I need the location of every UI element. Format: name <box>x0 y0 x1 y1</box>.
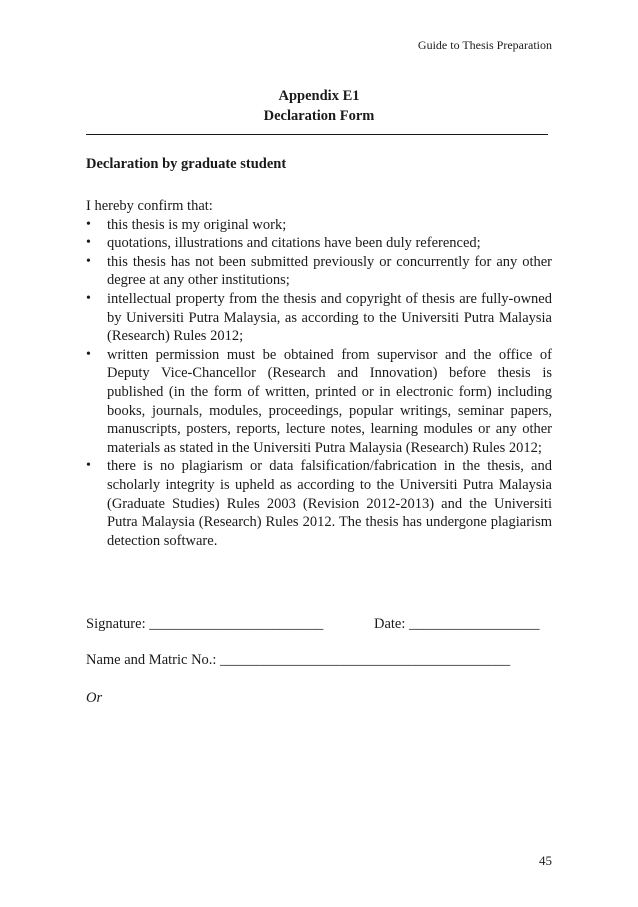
declaration-list <box>86 216 552 551</box>
list-item <box>86 346 552 458</box>
list-item-text: quotations, illustrations and citations have been duly referenced; <box>107 235 481 252</box>
list-item <box>86 253 552 290</box>
date-field: Date: __________________ <box>374 616 540 632</box>
name-matric-field: Name and Matric No.: ________________________________________ <box>86 652 511 668</box>
form-name: Declaration Form <box>263 108 375 124</box>
bullet-icon: • <box>86 253 91 269</box>
running-header: Guide to Thesis Preparation <box>417 38 552 52</box>
bullet-icon: • <box>86 235 91 251</box>
list-item <box>86 290 552 346</box>
appendix-label: Appendix E1 <box>278 88 360 104</box>
form-title <box>0 86 638 126</box>
section-heading: Declaration by graduate student <box>86 156 287 172</box>
list-item-text: there is no plagiarism or data falsification/fabrication in the thesis, and scholarly integrity is upheld as according to the Universiti Putra Malaysia (Graduate Studies) Rules 2003 (Revision 2012-2013) and the Universiti Putra Malaysia (Research) Rules 2012. The thesis has undergone plagiarism detection software. <box>107 458 552 549</box>
list-item-text: intellectual property from the thesis and copyright of thesis are fully-owned by Universiti Putra Malaysia, as according to the Universiti Putra Malaysia (Research) Rules 2012; <box>107 290 552 345</box>
title-divider <box>86 134 548 135</box>
bullet-icon: • <box>86 458 91 474</box>
page-number: 45 <box>539 853 552 868</box>
list-item <box>86 457 552 550</box>
list-item <box>86 216 552 235</box>
signature-field: Signature: ________________________ <box>86 616 324 632</box>
bullet-icon: • <box>86 216 91 232</box>
intro-text: I hereby confirm that: <box>86 198 213 214</box>
list-item-text: this thesis is my original work; <box>107 216 287 233</box>
list-item-text: written permission must be obtained from supervisor and the office of Deputy Vice-Chancellor (Research and Innovation) before thesis is published (in the form of written, printed or in electronic form) including books, journals, modules, proceedings, popular writings, seminar papers, manuscripts, posters, reports, lecture notes, learning modules or any other materials as stated in the Universiti Putra Malaysia (Research) Rules 2012; <box>107 346 552 456</box>
signature-row <box>86 616 552 633</box>
bullet-icon: • <box>86 346 91 362</box>
list-item-text: this thesis has not been submitted previously or concurrently for any other degree at any other institutions; <box>107 253 552 289</box>
bullet-icon: • <box>86 290 91 306</box>
or-text: Or <box>86 690 103 706</box>
declaration-body <box>86 197 552 550</box>
list-item <box>86 234 552 253</box>
